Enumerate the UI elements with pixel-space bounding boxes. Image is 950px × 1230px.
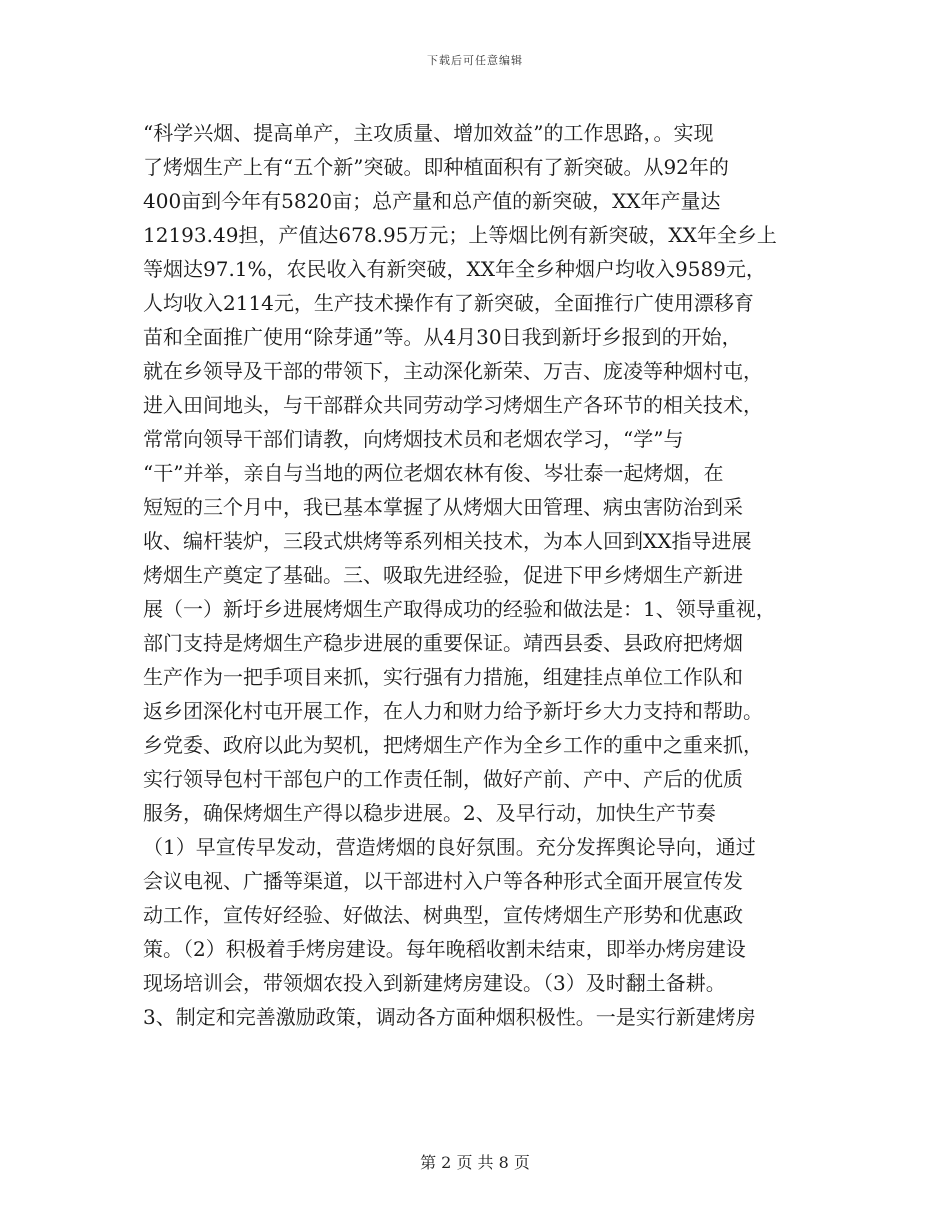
text-line: 实行领导包村干部包户的工作责任制，做好产前、产中、产后的优质 <box>143 767 743 791</box>
text-line: 展（一）新圩乡进展烤烟生产取得成功的经验和做法是：1、领导重视， <box>143 597 776 621</box>
text-line: （1）早宣传早发动，营造烤烟的良好氛围。充分发挥舆论导向，通过 <box>143 835 756 859</box>
text-line: 就在乡领导及干部的带领下，主动深化新荣、万吉、庞凌等种烟村屯， <box>143 359 763 383</box>
text-line: 短短的三个月中，我已基本掌握了从烤烟大田管理、病虫害防治到采 <box>143 495 743 519</box>
text-line: 等烟达97.1%，农民收入有新突破，XX年全乡种烟户均收入9589元， <box>143 257 766 281</box>
text-line: 12193.49担，产值达678.95万元；上等烟比例有新突破，XX年全乡上 <box>143 223 777 247</box>
text-line: 进入田间地头，与干部群众共同劳动学习烤烟生产各环节的相关技术， <box>143 393 763 417</box>
text-line: 生产作为一把手项目来抓，实行强有力措施，组建挂点单位工作队和 <box>143 665 743 689</box>
text-line: 常常向领导干部们请教，向烤烟技术员和老烟农学习，“学”与 <box>143 427 684 451</box>
text-line: 收、编杆装炉，三段式烘烤等系列相关技术，为本人回到XX指导进展 <box>143 529 752 553</box>
text-line: 策。（2）积极着手烤房建设。每年晚稻收割未结束，即举办烤房建设 <box>143 937 746 961</box>
text-line: 苗和全面推广使用“除芽通”等。从4月30日我到新圩乡报到的开始， <box>143 325 742 349</box>
text-line: 返乡团深化村屯开展工作，在人力和财力给予新圩乡大力支持和帮助。 <box>143 699 763 723</box>
text-line: 动工作，宣传好经验、好做法、树典型，宣传烤烟生产形势和优惠政 <box>143 903 743 927</box>
text-line: “干”并举，亲自与当地的两位老烟农林有俊、岑壮泰一起烤烟，在 <box>143 461 724 485</box>
text-line: 烤烟生产奠定了基础。三、吸取先进经验，促进下甲乡烤烟生产新进 <box>143 563 743 587</box>
page-number: 第 2 页 共 8 页 <box>420 1153 530 1172</box>
text-line: 会议电视、广播等渠道，以干部进村入户等各种形式全面开展宣传发 <box>143 869 743 893</box>
text-line: 了烤烟生产上有“五个新”突破。即种植面积有了新突破。从92年的 <box>143 155 729 179</box>
text-line: 3、制定和完善激励政策，调动各方面种烟积极性。一是实行新建烤房 <box>143 1005 756 1029</box>
page-header: 下载后可任意编辑 <box>427 54 523 67</box>
text-line: 部门支持是烤烟生产稳步进展的重要保证。靖西县委、县政府把烤烟 <box>143 631 743 655</box>
text-line: “科学兴烟、提高单产，主攻质量、增加效益”的工作思路，。实现 <box>143 121 714 145</box>
document-body <box>143 116 813 1034</box>
text-line: 乡党委、政府以此为契机，把烤烟生产作为全乡工作的重中之重来抓， <box>143 733 763 757</box>
text-line: 服务，确保烤烟生产得以稳步进展。2、及早行动，加快生产节奏 <box>143 801 716 825</box>
text-line: 400亩到今年有5820亩；总产量和总产值的新突破，XX年产量达 <box>143 189 721 213</box>
text-line: 现场培训会，带领烟农投入到新建烤房建设。（3）及时翻土备耕。 <box>143 971 726 995</box>
text-line: 人均收入2114元，生产技术操作有了新突破，全面推行广使用漂移育 <box>143 291 754 315</box>
